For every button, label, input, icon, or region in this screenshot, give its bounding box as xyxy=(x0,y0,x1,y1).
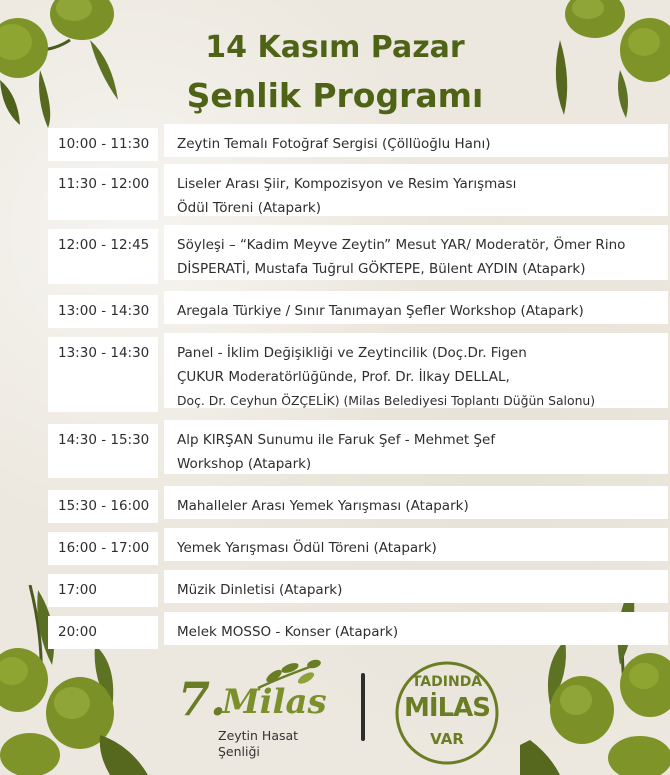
schedule-description-line: Ödül Töreni (Atapark) xyxy=(177,200,321,216)
tadinda-milas-var-logo xyxy=(394,660,500,766)
schedule-time: 15:30 - 16:00 xyxy=(48,490,158,523)
olive-branch-bottom-right-icon xyxy=(520,580,670,775)
schedule-description-line: ÇUKUR Moderatörlüğünde, Prof. Dr. İlkay DELLAL, xyxy=(177,369,510,385)
festival-number: 7. xyxy=(178,672,227,726)
page-title-line-2: Şenlik Programı xyxy=(186,76,484,115)
schedule-time: 17:00 xyxy=(48,574,158,607)
schedule-description-line: Melek MOSSO - Konser (Atapark) xyxy=(177,624,399,640)
schedule-description-line: Aregala Türkiye / Sınır Tanımayan Şefler Workshop (Atapark) xyxy=(177,303,584,319)
schedule-time: 11:30 - 12:00 xyxy=(48,168,158,220)
badge-middle-text: MİLAS xyxy=(404,693,490,723)
schedule-description-line: Mahalleler Arası Yemek Yarışması (Atapark) xyxy=(177,498,469,514)
logo-divider xyxy=(361,673,365,741)
schedule-description-line: Yemek Yarışması Ödül Töreni (Atapark) xyxy=(177,540,437,556)
schedule-description xyxy=(164,164,668,216)
schedule-description-line: Zeytin Temalı Fotoğraf Sergisi (Çöllüoğlu Hanı) xyxy=(177,136,491,152)
olive-branch-bottom-left-icon xyxy=(0,585,150,775)
schedule-description xyxy=(164,528,668,561)
festival-subtitle-line-2: Şenliği xyxy=(218,744,260,759)
schedule-description-line: Söyleşi – “Kadim Meyve Zeytin” Mesut YAR/ Moderatör, Ömer Rino xyxy=(177,237,626,253)
schedule-time: 13:30 - 14:30 xyxy=(48,337,158,412)
schedule-time: 13:00 - 14:30 xyxy=(48,295,158,328)
schedule-description xyxy=(164,124,668,157)
schedule-description-line: Liseler Arası Şiir, Kompozisyon ve Resim Yarışması xyxy=(177,176,517,192)
schedule-time: 12:00 - 12:45 xyxy=(48,229,158,284)
schedule-description xyxy=(164,420,668,474)
schedule-time: 10:00 - 11:30 xyxy=(48,128,158,161)
schedule-time: 16:00 - 17:00 xyxy=(48,532,158,565)
schedule-time: 14:30 - 15:30 xyxy=(48,424,158,478)
schedule-description-line: DİSPERATİ, Mustafa Tuğrul GÖKTEPE, Bülent AYDIN (Atapark) xyxy=(177,261,586,277)
schedule-description xyxy=(164,225,668,280)
festival-logo xyxy=(176,658,326,768)
schedule-description xyxy=(164,291,668,324)
schedule-description xyxy=(164,612,668,645)
schedule-description xyxy=(164,486,668,519)
badge-top-text: TADINDA xyxy=(411,674,483,690)
festival-subtitle-line-1: Zeytin Hasat xyxy=(218,728,299,743)
page-title-line-1: 14 Kasım Pazar xyxy=(205,30,465,65)
schedule-description-line: Doç. Dr. Ceyhun ÖZÇELİK) (Milas Belediyesi Toplantı Düğün Salonu) xyxy=(177,393,596,408)
schedule-description xyxy=(164,570,668,603)
schedule-time: 20:00 xyxy=(48,616,158,649)
schedule-description xyxy=(164,333,668,408)
badge-bottom-text: VAR xyxy=(430,730,464,748)
schedule-description-line: Panel - İklim Değişikliği ve Zeytincilik (Doç.Dr. Figen xyxy=(177,345,527,361)
schedule-description-line: Müzik Dinletisi (Atapark) xyxy=(177,582,343,598)
schedule-description-line: Alp KIRŞAN Sunumu ile Faruk Şef - Mehmet Şef xyxy=(177,432,496,448)
schedule-description-line: Workshop (Atapark) xyxy=(177,456,312,472)
festival-name: Milas xyxy=(222,682,327,722)
